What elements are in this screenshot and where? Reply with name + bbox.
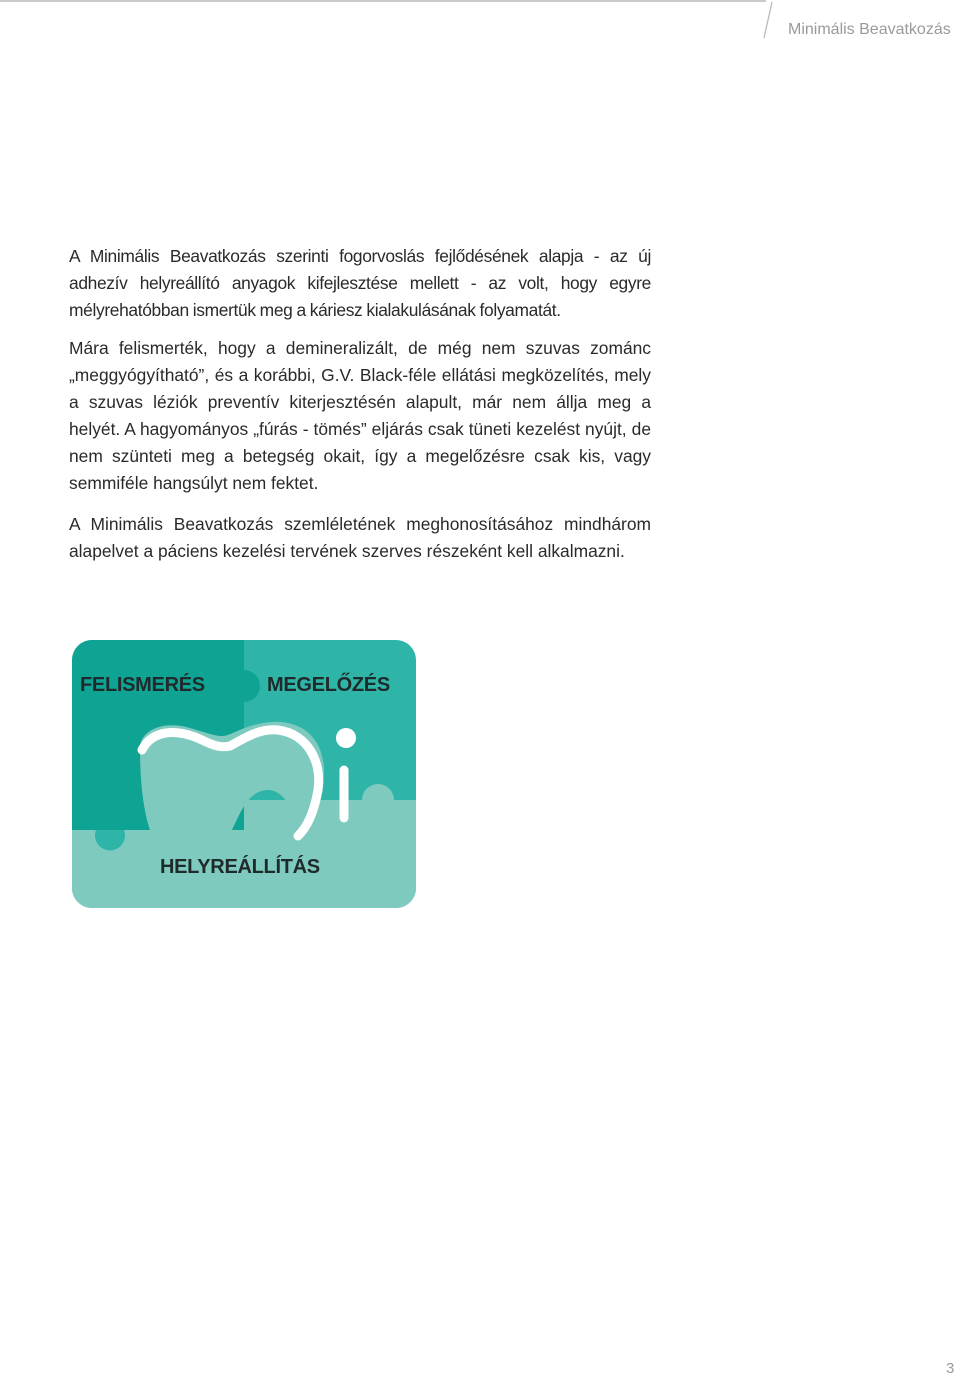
running-header-title: Minimális Beavatkozás — [788, 21, 951, 38]
paragraph-1: A Minimális Beavatkozás szerinti fogorvoslás fejlődésének alapja - az új adhezív helyreállító anyagok kifejlesztése mellett - az volt, hogy egyre mélyrehatóbban ismertük meg a káriesz kialakulásának folyamatát. — [69, 246, 651, 320]
body-text — [69, 243, 651, 339]
page-number: 3 — [946, 1360, 955, 1377]
paragraph-3: A Minimális Beavatkozás szemléletének meghonosításához mindhárom alapelvet a páciens kezelési tervének szerves részeként kell alkalmazni. — [69, 514, 651, 561]
label-megelozes: MEGELŐZÉS — [267, 674, 390, 696]
header-rule — [0, 0, 766, 2]
label-felismeres: FELISMERÉS — [80, 674, 205, 696]
body-text-3 — [69, 511, 651, 580]
puzzle-figure — [72, 640, 416, 908]
body-text-2 — [69, 335, 651, 512]
paragraph-2: Mára felismerték, hogy a demineralizált, de még nem szuvas zománc „meggyógyítható”, és a korábbi, G.V. Black-féle ellátási megközelítés, mely a szuvas léziók preventív kiterjesztésén alapult, már nem állja meg a helyét. A hagyományos „fúrás - tömés” eljárás csak tüneti kezelést nyújt, de nem szünteti meg a betegség okait, így a megelőzésre csak kis, vagy semmiféle hangsúlyt nem fektet. — [69, 338, 651, 493]
i-dot-shape — [336, 728, 356, 748]
label-helyreallitas: HELYREÁLLÍTÁS — [160, 856, 320, 878]
header-slash-decoration — [758, 0, 780, 40]
